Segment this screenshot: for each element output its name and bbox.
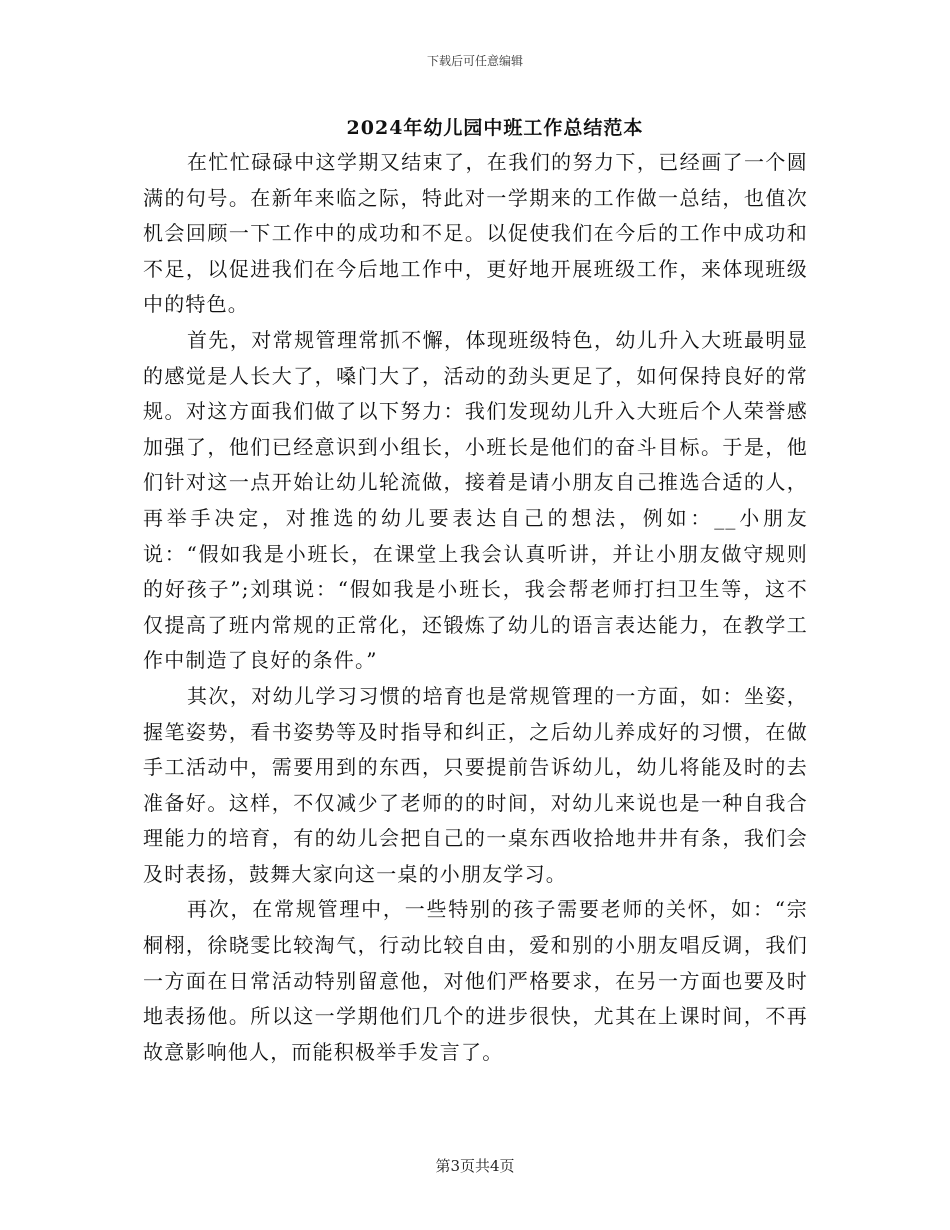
page-footer-number: 第3页共4页: [435, 1157, 515, 1175]
document-title: 2024年幼儿园中班工作总结范本: [346, 117, 644, 139]
paragraph: 再次，在常规管理中，一些特别的孩子需要老师的关怀，如：“宗桐栩，徐晓雯比较淘气，行动比较自由，爱和别的小朋友唱反调，我们一方面在日常活动特别留意他，对他们严格要求，在另一方面也要及时地表扬他。所以这一学期他们几个的进步很快，尤其在上课时间，不再故意影响他人，而能积极举手发言了。: [143, 897, 808, 1064]
paragraph: 在忙忙碌碌中这学期又结束了，在我们的努力下，已经画了一个圆满的句号。在新年来临之际，特此对一学期来的工作做一总结，也值次机会回顾一下工作中的成功和不足。以促使我们在今后的工作中成功和不足，以促进我们在今后地工作中，更好地开展班级工作，来体现班级中的特色。: [143, 150, 808, 317]
document-body: [143, 145, 808, 1070]
page-header-note: 下载后可任意编辑: [426, 54, 523, 68]
paragraph: 首先，对常规管理常抓不懈，体现班级特色，幼儿升入大班最明显的感觉是人长大了，嗓门大了，活动的劲头更足了，如何保持良好的常规。对这方面我们做了以下努力：我们发现幼儿升入大班后个人荣誉感加强了，他们已经意识到小组长，小班长是他们的奋斗目标。于是，他们针对这一点开始让幼儿轮流做，接着是请小朋友自己推选合适的人，再举手决定，对推选的幼儿要表达自己的想法，例如：__小朋友说：“假如我是小班长，在课堂上我会认真听讲，并让小朋友做守规则的好孩子”;刘琪说：“假如我是小班长，我会帮老师打扫卫生等，这不仅提高了班内常规的正常化，还锻炼了幼儿的语言表达能力，在教学工作中制造了良好的条件。”: [143, 327, 808, 673]
paragraph: 其次，对幼儿学习习惯的培育也是常规管理的一方面，如：坐姿，握笔姿势，看书姿势等及时指导和纠正，之后幼儿养成好的习惯，在做手工活动中，需要用到的东西，只要提前告诉幼儿，幼儿将能及时的去准备好。这样，不仅减少了老师的的时间，对幼儿来说也是一种自我合理能力的培育，有的幼儿会把自己的一桌东西收拾地井井有条，我们会及时表扬，鼓舞大家向这一桌的小朋友学习。: [143, 683, 808, 886]
